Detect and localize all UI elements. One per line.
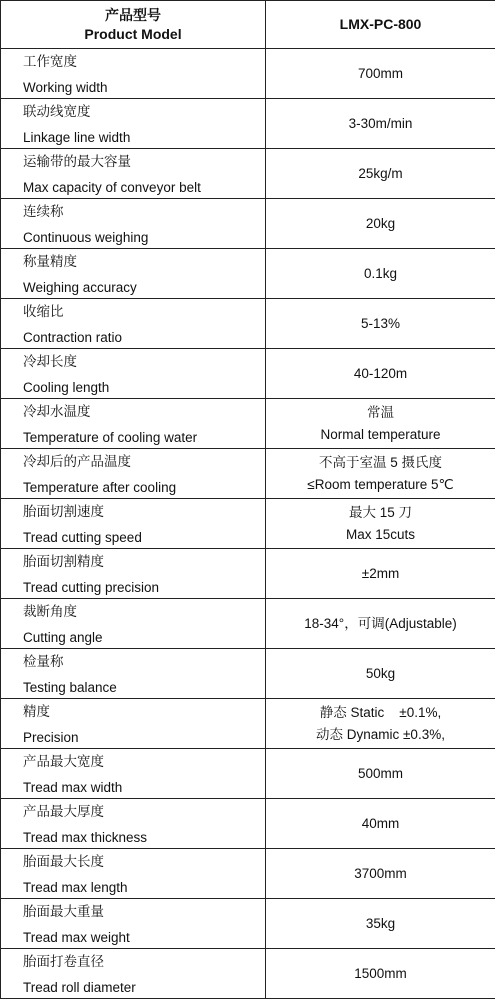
param-value: 35kg (266, 913, 495, 935)
value-cell (266, 799, 495, 849)
table-row (1, 449, 495, 499)
table-row (1, 299, 495, 349)
param-name-en: Working width (23, 72, 265, 98)
param-name-en: Continuous weighing (23, 222, 265, 248)
param-name-en: Tread max length (23, 872, 265, 898)
param-name-zh: 冷却后的产品温度 (23, 449, 265, 472)
value-cell (266, 599, 495, 649)
param-name-zh: 裁断角度 (23, 599, 265, 622)
param-value: 动态 Dynamic ±0.3%, (266, 724, 495, 746)
param-value: 5-13% (266, 313, 495, 335)
param-cell (1, 899, 266, 949)
param-name-zh: 胎面切割精度 (23, 549, 265, 572)
param-name-zh: 检量称 (23, 649, 265, 672)
param-value: 不高于室温 5 摄氏度 (266, 452, 495, 474)
param-cell (1, 599, 266, 649)
value-cell (266, 249, 495, 299)
param-cell (1, 699, 266, 749)
param-cell (1, 249, 266, 299)
table-row (1, 749, 495, 799)
param-name-zh: 称量精度 (23, 249, 265, 272)
param-value: 500mm (266, 763, 495, 785)
param-cell (1, 499, 266, 549)
value-cell (266, 199, 495, 249)
param-cell (1, 749, 266, 799)
header-model: LMX-PC-800 (266, 15, 495, 34)
header-label-zh: 产品型号 (1, 6, 265, 25)
param-name-en: Linkage line width (23, 122, 265, 148)
table-row (1, 99, 495, 149)
table-row (1, 699, 495, 749)
table-row (1, 49, 495, 99)
header-label-en: Product Model (1, 25, 265, 44)
param-cell (1, 949, 266, 999)
param-name-zh: 胎面最大重量 (23, 899, 265, 922)
table-row (1, 649, 495, 699)
param-cell (1, 149, 266, 199)
param-name-zh: 冷却长度 (23, 349, 265, 372)
param-name-en: Tread max width (23, 772, 265, 798)
value-cell (266, 49, 495, 99)
value-cell (266, 749, 495, 799)
param-value: 18-34°，可调(Adjustable) (266, 613, 495, 635)
value-cell (266, 349, 495, 399)
param-value: 0.1kg (266, 263, 495, 285)
param-name-en: Precision (23, 722, 265, 748)
param-name-zh: 工作宽度 (23, 49, 265, 72)
value-cell (266, 649, 495, 699)
param-cell (1, 99, 266, 149)
param-value: Max 15cuts (266, 524, 495, 546)
table-row (1, 849, 495, 899)
param-name-en: Cooling length (23, 372, 265, 398)
param-name-zh: 精度 (23, 699, 265, 722)
param-name-zh: 胎面打卷直径 (23, 949, 265, 972)
param-value: 3-30m/min (266, 113, 495, 135)
param-name-en: Weighing accuracy (23, 272, 265, 298)
value-cell (266, 149, 495, 199)
param-name-zh: 收缩比 (23, 299, 265, 322)
value-cell (266, 949, 495, 999)
param-cell (1, 399, 266, 449)
param-value: 20kg (266, 213, 495, 235)
param-name-en: Temperature after cooling (23, 472, 265, 498)
param-name-zh: 胎面切割速度 (23, 499, 265, 522)
param-name-en: Cutting angle (23, 622, 265, 648)
param-cell (1, 299, 266, 349)
param-name-en: Temperature of cooling water (23, 422, 265, 448)
param-value: 50kg (266, 663, 495, 685)
param-cell (1, 549, 266, 599)
param-cell (1, 49, 266, 99)
value-cell (266, 499, 495, 549)
table-row (1, 499, 495, 549)
param-value: 40mm (266, 813, 495, 835)
table-row (1, 399, 495, 449)
param-name-zh: 产品最大宽度 (23, 749, 265, 772)
param-cell (1, 199, 266, 249)
param-cell (1, 799, 266, 849)
table-row (1, 349, 495, 399)
param-value: 1500mm (266, 963, 495, 985)
value-cell (266, 299, 495, 349)
param-value: Normal temperature (266, 424, 495, 446)
param-value: ≤Room temperature 5℃ (266, 474, 495, 496)
table-row (1, 799, 495, 849)
param-value: 最大 15 刀 (266, 502, 495, 524)
param-name-zh: 产品最大厚度 (23, 799, 265, 822)
param-name-en: Tread cutting precision (23, 572, 265, 598)
param-name-en: Tread max weight (23, 922, 265, 948)
param-cell (1, 349, 266, 399)
header-model-cell (266, 1, 495, 49)
value-cell (266, 899, 495, 949)
param-value: 3700mm (266, 863, 495, 885)
param-cell (1, 449, 266, 499)
value-cell (266, 849, 495, 899)
table-row (1, 599, 495, 649)
table-row (1, 549, 495, 599)
param-name-en: Contraction ratio (23, 322, 265, 348)
param-name-en: Tread cutting speed (23, 522, 265, 548)
header-row (1, 1, 495, 49)
param-value: 静态 Static ±0.1%, (266, 702, 495, 724)
param-name-zh: 联动线宽度 (23, 99, 265, 122)
param-value: 40-120m (266, 363, 495, 385)
value-cell (266, 699, 495, 749)
param-value: 常温 (266, 402, 495, 424)
value-cell (266, 99, 495, 149)
table-row (1, 899, 495, 949)
param-name-zh: 连续称 (23, 199, 265, 222)
header-label-cell (1, 1, 266, 49)
param-cell (1, 649, 266, 699)
param-value: ±2mm (266, 563, 495, 585)
param-name-en: Max capacity of conveyor belt (23, 172, 265, 198)
param-name-en: Tread roll diameter (23, 972, 265, 998)
value-cell (266, 399, 495, 449)
param-cell (1, 849, 266, 899)
param-name-en: Testing balance (23, 672, 265, 698)
value-cell (266, 449, 495, 499)
param-name-zh: 运输带的最大容量 (23, 149, 265, 172)
param-name-zh: 胎面最大长度 (23, 849, 265, 872)
table-row (1, 249, 495, 299)
param-value: 25kg/m (266, 163, 495, 185)
param-name-en: Tread max thickness (23, 822, 265, 848)
table-row (1, 949, 495, 999)
param-value: 700mm (266, 63, 495, 85)
spec-table-body (1, 1, 495, 999)
table-row (1, 199, 495, 249)
param-name-zh: 冷却水温度 (23, 399, 265, 422)
table-row (1, 149, 495, 199)
value-cell (266, 549, 495, 599)
